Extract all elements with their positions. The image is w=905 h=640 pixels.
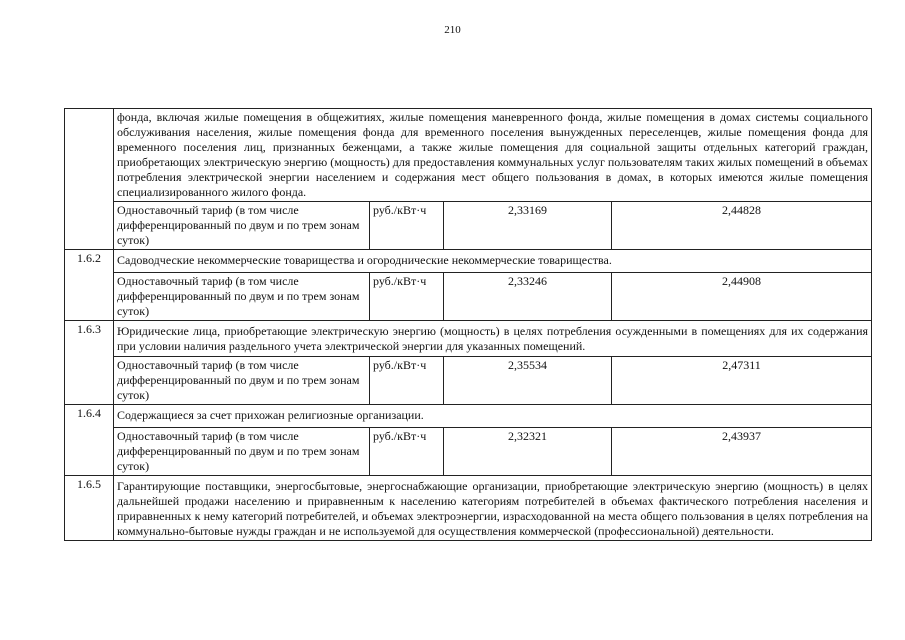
tariff-unit: руб./кВт·ч [370,428,444,476]
tariff-type: Одноставочный тариф (в том числе дифференцированный по двум и по трем зонам суток) [114,428,370,476]
section-row [65,476,872,541]
section-description: фонда, включая жилые помещения в общежитиях, жилые помещения маневренного фонда, жилые помещения в домах системы социального обслуживания населения, жилые помещения фонда для временного поселения вынужденных переселенцев, жилые помещения фонда для временного поселения лиц, признанных беженцами, а также жилые помещения для социальной защиты отдельных категорий граждан, приобретающих электрическую энергию (мощность) для предоставления коммунальных услуг пользователям таких жилых помещений в объемах потребления электрической энергии населением и содержания мест общего пользования в домах, в которых имеются жилые помещения специализированного жилого фонда. [114,109,872,202]
section-row [65,109,872,202]
tariff-value-first-half: 2,32321 [444,428,612,476]
section-number: 1.6.5 [65,476,114,541]
section-number: 1.6.3 [65,321,114,405]
section-row [65,321,872,357]
tariff-row [65,428,872,476]
section-number: 1.6.4 [65,405,114,476]
tariff-value-first-half: 2,35534 [444,357,612,405]
tariff-row [65,202,872,250]
tariff-value-second-half: 2,47311 [612,357,872,405]
section-description: Садоводческие некоммерческие товарищества и огороднические некоммерческие товарищества. [114,250,872,273]
tariff-unit: руб./кВт·ч [370,357,444,405]
section-number: 1.6.2 [65,250,114,321]
tariff-value-second-half: 2,44828 [612,202,872,250]
tariff-unit: руб./кВт·ч [370,273,444,321]
tariff-value-second-half: 2,43937 [612,428,872,476]
tariff-value-second-half: 2,44908 [612,273,872,321]
tariff-type: Одноставочный тариф (в том числе дифференцированный по двум и по трем зонам суток) [114,273,370,321]
section-description: Содержащиеся за счет прихожан религиозные организации. [114,405,872,428]
tariff-type: Одноставочный тариф (в том числе дифференцированный по двум и по трем зонам суток) [114,357,370,405]
tariff-value-first-half: 2,33246 [444,273,612,321]
page-number: 210 [444,24,461,36]
tariff-row [65,357,872,405]
section-row [65,250,872,273]
tariff-row [65,273,872,321]
section-row [65,405,872,428]
section-number [65,109,114,250]
section-description: Гарантирующие поставщики, энергосбытовые, энергоснабжающие организации, приобретающие электрическую энергию (мощность) в целях дальнейшей продажи населению и приравненным к населению категориям потребителей в объемах фактического потребления населения и приравненных к нему категорий потребителей, и объемах электроэнергии, израсходованной на места общего пользования в целях потребления на коммунально-бытовые нужды граждан и не используемой для осуществления коммерческой (профессиональной) деятельности. [114,476,872,541]
tariff-unit: руб./кВт·ч [370,202,444,250]
tariff-value-first-half: 2,33169 [444,202,612,250]
tariff-table [64,108,872,541]
section-description: Юридические лица, приобретающие электрическую энергию (мощность) в целях потребления осужденными в помещениях для их содержания при условии наличия раздельного учета электрической энергии для указанных помещений. [114,321,872,357]
tariff-type: Одноставочный тариф (в том числе дифференцированный по двум и по трем зонам суток) [114,202,370,250]
